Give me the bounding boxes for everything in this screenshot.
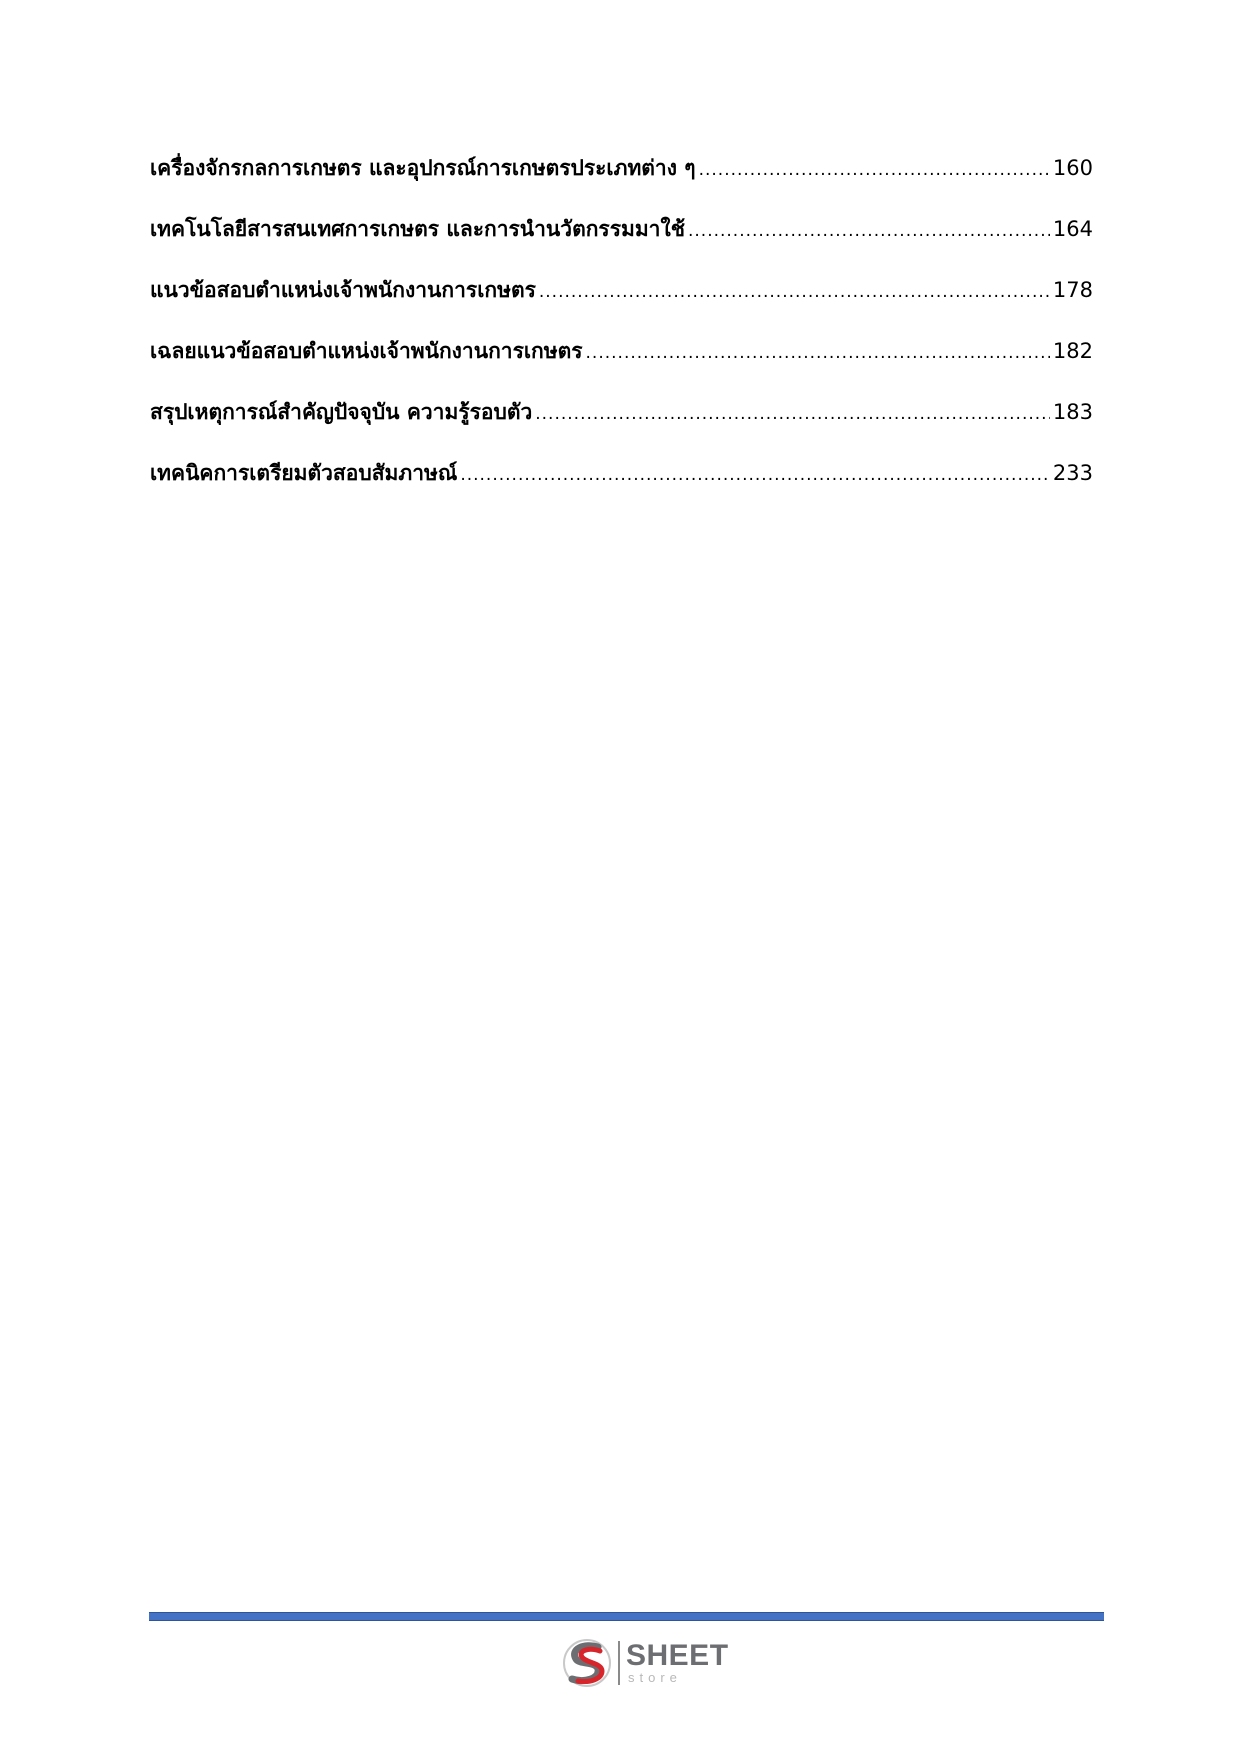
- toc-entry-title: แนวข้อสอบตำแหน่งเจ้าพนักงานการเกษตร: [150, 278, 536, 302]
- toc-entry-title: เฉลยแนวข้อสอบตำแหน่งเจ้าพนักงานการเกษตร: [150, 339, 583, 363]
- toc-entry[interactable]: [150, 152, 1093, 213]
- logo-divider: [618, 1641, 620, 1685]
- toc-entry[interactable]: [150, 457, 1093, 518]
- toc-entry-title: เทคโนโลยีสารสนเทศการเกษตร และการนำนวัตกรรมมาใช้: [150, 217, 685, 241]
- toc-dot-leader: [460, 465, 1050, 485]
- toc-entry-page: 164: [1052, 217, 1093, 241]
- toc-entry-page: 160: [1052, 156, 1093, 180]
- toc-entry-title: เครื่องจักรกลการเกษตร และอุปกรณ์การเกษตรประเภทต่าง ๆ: [150, 156, 696, 180]
- toc-dot-leader: [535, 404, 1050, 424]
- toc-entry-page: 233: [1052, 461, 1093, 485]
- logo-subtext: store: [628, 1670, 682, 1685]
- toc-entry[interactable]: [150, 274, 1093, 335]
- logo-wordmark: SHEET: [626, 1639, 729, 1672]
- sheet-store-logo-icon: [562, 1637, 612, 1689]
- toc-dot-leader: [699, 160, 1050, 180]
- toc-entry-page: 178: [1052, 278, 1093, 302]
- toc-entry-title: สรุปเหตุการณ์สำคัญปัจจุบัน ความรู้รอบตัว: [150, 400, 533, 424]
- toc-entry[interactable]: [150, 335, 1093, 396]
- toc-entry-page: 182: [1052, 339, 1093, 363]
- toc-dot-leader: [688, 221, 1050, 241]
- toc-dot-leader: [586, 343, 1050, 363]
- toc-entry-title: เทคนิคการเตรียมตัวสอบสัมภาษณ์: [150, 461, 458, 485]
- toc-dot-leader: [539, 282, 1050, 302]
- sheet-store-logo: [562, 1637, 732, 1689]
- toc-entry[interactable]: [150, 213, 1093, 274]
- toc-entry-page: 183: [1052, 400, 1093, 424]
- table-of-contents: [150, 152, 1093, 518]
- toc-entry[interactable]: [150, 396, 1093, 457]
- footer-rule: [149, 1612, 1104, 1621]
